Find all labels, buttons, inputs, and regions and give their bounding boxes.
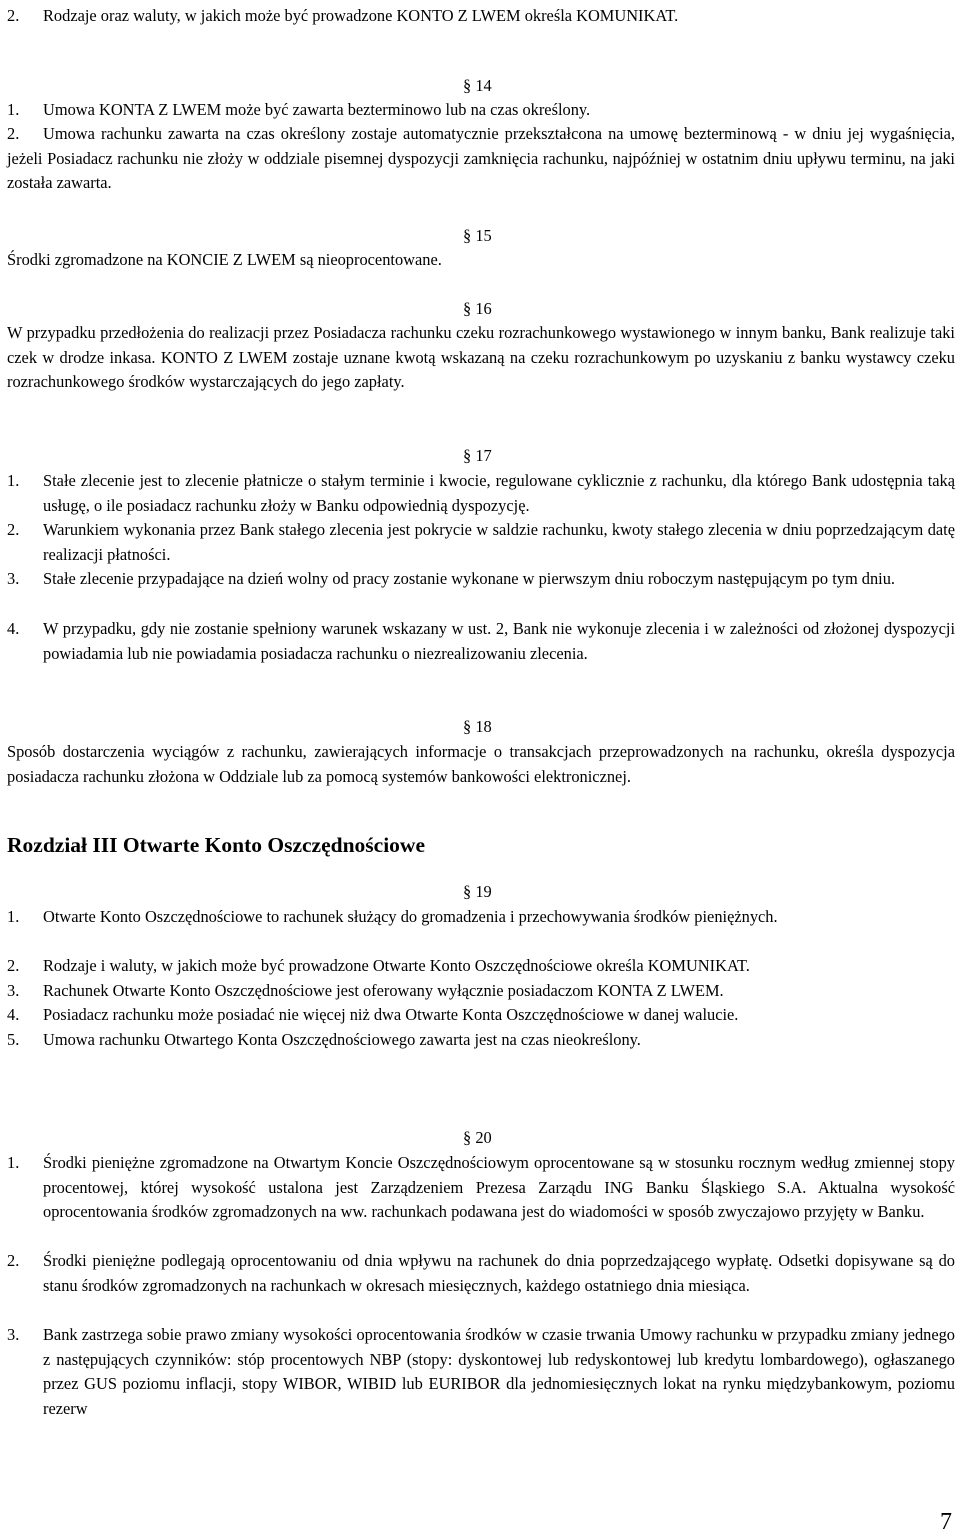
- section-symbol: §: [463, 1128, 472, 1147]
- section-symbol: §: [463, 446, 472, 465]
- section-16-text: W przypadku przedłożenia do realizacji przez Posiadacza rachunku czeku rozrachunkowego wystawionego w innym banku, Bank realizuje taki czek w drodze inkasa. KONTO Z LWEM zostaje uznane kwotą wskazaną na czeku rozrachunkowym po uzyskaniu z banku wystawcy czeku rozrachunkowego środków wystarczających do jego zapłaty.: [7, 323, 955, 391]
- section-symbol: §: [463, 717, 472, 736]
- item-number: 4.: [7, 619, 20, 638]
- section-17-header: [463, 444, 523, 469]
- section-symbol: §: [463, 76, 472, 95]
- item-number: 2.: [7, 956, 20, 975]
- section-number: 20: [475, 1128, 492, 1147]
- section-number: 15: [475, 226, 492, 245]
- item-number: 1.: [7, 907, 20, 926]
- section-symbol: §: [463, 226, 472, 245]
- section-number: 14: [475, 76, 492, 95]
- item-number: 1.: [7, 100, 20, 119]
- item-number: 4.: [7, 1005, 20, 1024]
- section-number: 16: [475, 299, 492, 318]
- section-18-text: Sposób dostarczenia wyciągów z rachunku, zawierających informacje o transakcjach przeprowadzonych na rachunku, określa dyspozycja posiadacza rachunku złożona w Oddziale lub za pomocą systemów bankowości elektronicznej.: [7, 742, 955, 786]
- section-15-header: [463, 224, 523, 249]
- item-text: Rodzaje oraz waluty, w jakich może być prowadzone KONTO Z LWEM określa KOMUNIKAT.: [43, 6, 679, 25]
- item-text: Rachunek Otwarte Konto Oszczędnościowe jest oferowany wyłącznie posiadaczom KONTA Z LWEM.: [43, 981, 724, 1000]
- section-18-header: [463, 715, 523, 740]
- item-number: 3.: [7, 569, 20, 588]
- item-number: 2.: [7, 1251, 20, 1270]
- item-text: Rodzaje i waluty, w jakich może być prowadzone Otwarte Konto Oszczędnościowe określa KOMUNIKAT.: [43, 956, 750, 975]
- section-number: 19: [475, 882, 492, 901]
- item-text: Bank zastrzega sobie prawo zmiany wysokości oprocentowania środków w czasie trwania Umowy rachunku w przypadku zmiany jednego z następujących czynników: stóp procentowych NBP (stopy: dyskontowej lub redyskontowej lub kredytu lombardowego), ogłaszanego przez GUS poziomu inflacji, stopy WIBOR, WIBID lub EURIBOR dla jednomiesięcznych lokat na rynku międzybankowym, poziomu rezerw: [43, 1325, 955, 1418]
- page-number: 7: [940, 1509, 952, 1535]
- item-number: 5.: [7, 1030, 20, 1049]
- section-symbol: §: [463, 299, 472, 318]
- item-text: W przypadku, gdy nie zostanie spełniony warunek wskazany w ust. 2, Bank nie wykonuje zlecenia i w zależności od złożonej dyspozycji powiadamia lub nie powiadamia posiadacza rachunku o niezrealizowaniu zlecenia.: [43, 619, 955, 663]
- section-14-header: [463, 74, 523, 99]
- section-20-header: [463, 1126, 523, 1151]
- item-number: 2.: [7, 6, 20, 25]
- item-number: 3.: [7, 981, 20, 1000]
- section-19-header: [463, 880, 523, 905]
- item-text: Środki pieniężne zgromadzone na Otwartym Koncie Oszczędnościowym oprocentowane są w stosunku rocznym według zmiennej stopy procentowej, której wysokość ustalona jest Zarządzeniem Prezesa Zarządu ING Banku Śląskiego S.A. Aktualna wysokość oprocentowania środków zgromadzonych na ww. rachunkach podawana jest do wiadomości w sposób zwyczajowo przyjęty w Banku.: [43, 1153, 955, 1221]
- item-text: Posiadacz rachunku może posiadać nie więcej niż dwa Otwarte Konta Oszczędnościowe w danej walucie.: [43, 1005, 739, 1024]
- item-text: Środki pieniężne podlegają oprocentowaniu od dnia wpływu na rachunek do dnia poprzedzającego wypłatę. Odsetki dopisywane są do stanu środków zgromadzonych na rachunkach w okresach miesięcznych, każdego ostatniego dnia miesiąca.: [43, 1251, 955, 1295]
- item-number: 2.: [7, 520, 20, 539]
- section-16-header: [463, 297, 523, 322]
- item-number: 1.: [7, 471, 20, 490]
- chapter-heading: Rozdział III Otwarte Konto Oszczędnościowe: [7, 833, 425, 857]
- item-text: Stałe zlecenie przypadające na dzień wolny od pracy zostanie wykonane w pierwszym dniu roboczym następującym po tym dniu.: [43, 569, 896, 588]
- section-symbol: §: [463, 882, 472, 901]
- item-text: Umowa KONTA Z LWEM może być zawarta bezterminowo lub na czas określony.: [43, 100, 591, 119]
- item-text: Warunkiem wykonania przez Bank stałego zlecenia jest pokrycie w saldzie rachunku, kwoty stałego zlecenia w dniu poprzedzającym datę realizacji płatności.: [43, 520, 955, 564]
- item-number: 1.: [7, 1153, 20, 1172]
- item-text: Stałe zlecenie jest to zlecenie płatnicze o stałym terminie i kwocie, regulowane cyklicznie z rachunku, dla którego Bank udostępnia taką usługę, o ile posiadacz rachunku złoży w Banku odpowiednią dyspozycję.: [43, 471, 955, 515]
- section-14-item-2-text: Umowa rachunku zawarta na czas określony zostaje automatycznie przekształcona na umowę bezterminową - w dniu jej wygaśnięcia, jeżeli Posiadacz rachunku nie złoży w oddziale pisemnej dyspozycji zamknięcia rachunku, najpóźniej w ostatnim dniu upływu terminu, na jaki została zawarta.: [7, 124, 955, 192]
- section-number: 17: [475, 446, 492, 465]
- section-number: 18: [475, 717, 492, 736]
- section-15-text: Środki zgromadzone na KONCIE Z LWEM są nieoprocentowane.: [7, 250, 442, 269]
- item-text: Otwarte Konto Oszczędnościowe to rachunek służący do gromadzenia i przechowywania środków pieniężnych.: [43, 907, 778, 926]
- item-number: 3.: [7, 1325, 20, 1344]
- item-text: Umowa rachunku Otwartego Konta Oszczędnościowego zawarta jest na czas nieokreślony.: [43, 1030, 641, 1049]
- item-number: 2.: [7, 124, 20, 143]
